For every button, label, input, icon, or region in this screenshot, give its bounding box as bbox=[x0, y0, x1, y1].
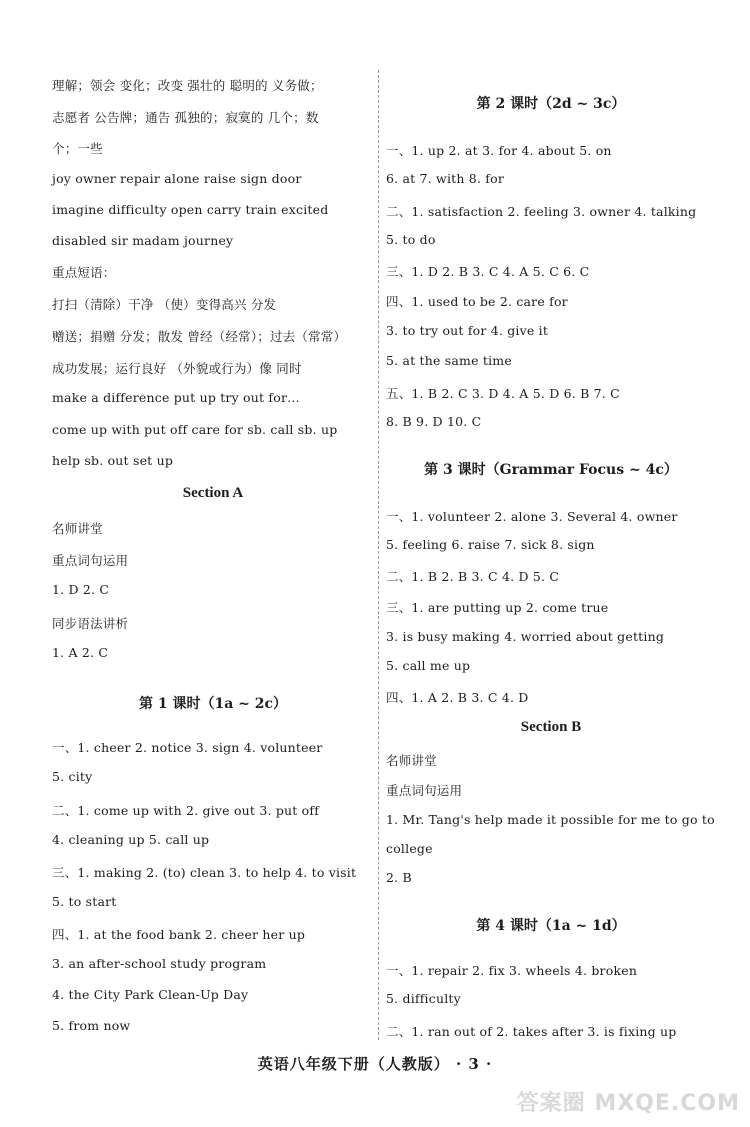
answer-line: 1. A 2. C bbox=[52, 645, 109, 660]
answer-line: 4. the City Park Clean-Up Day bbox=[52, 987, 249, 1002]
answer-line: make a difference put up try out for… bbox=[52, 390, 300, 405]
answer-line: help sb. out set up bbox=[52, 453, 174, 468]
answer-line: 5. at the same time bbox=[386, 353, 512, 368]
answer-line: joy owner repair alone raise sign door bbox=[52, 171, 302, 186]
answer-line: 重点词句运用 bbox=[386, 783, 463, 798]
answer-line: come up with put off care for sb. call sb. up bbox=[52, 422, 338, 437]
section-heading: Section A bbox=[182, 485, 244, 501]
answer-line: 5. to start bbox=[52, 894, 117, 909]
lesson-heading: 第 4 课时（1a ~ 1d） bbox=[476, 918, 626, 934]
answer-line: 3. to try out for 4. give it bbox=[386, 323, 549, 338]
answer-line: 8. B 9. D 10. C bbox=[386, 414, 482, 429]
answer-line: 5. feeling 6. raise 7. sick 8. sign bbox=[386, 537, 595, 552]
answer-line: 4. cleaning up 5. call up bbox=[52, 832, 210, 847]
answer-line: 三、1. D 2. B 3. C 4. A 5. C 6. C bbox=[386, 264, 590, 279]
answer-line: 6. at 7. with 8. for bbox=[386, 171, 505, 186]
answer-line: college bbox=[386, 841, 433, 856]
answer-line: 个；一些 bbox=[52, 141, 103, 156]
answer-line: 1. Mr. Tang's help made it possible for me to go to bbox=[386, 812, 715, 827]
answer-line: 重点词句运用 bbox=[52, 553, 129, 568]
answer-line: 志愿者 公告牌；通告 孤独的；寂寞的 几个；数 bbox=[52, 110, 319, 125]
answer-line: 5. city bbox=[52, 769, 93, 784]
answer-line: 1. D 2. C bbox=[52, 582, 110, 597]
answer-line: disabled sir madam journey bbox=[52, 233, 234, 248]
answer-line: 三、1. making 2. (to) clean 3. to help 4. to visit bbox=[52, 865, 357, 880]
answer-line: 名师讲堂 bbox=[386, 753, 437, 768]
answer-line: 3. is busy making 4. worried about getting bbox=[386, 629, 665, 644]
answer-line: 打扫（清除）干净 （使）变得高兴 分发 bbox=[52, 297, 277, 312]
answer-line: 重点短语： bbox=[52, 265, 116, 280]
answer-line: 一、1. up 2. at 3. for 4. about 5. on bbox=[386, 143, 612, 158]
answer-line: 二、1. satisfaction 2. feeling 3. owner 4. talking bbox=[386, 204, 697, 219]
answer-line: 一、1. repair 2. fix 3. wheels 4. broken bbox=[386, 963, 638, 978]
lesson-heading: 第 2 课时（2d ~ 3c） bbox=[476, 96, 626, 112]
answer-line: 5. from now bbox=[52, 1018, 131, 1033]
lesson-heading: 第 3 课时（Grammar Focus ~ 4c） bbox=[424, 462, 678, 478]
answer-line: 二、1. come up with 2. give out 3. put off bbox=[52, 803, 320, 818]
answer-line: 理解；领会 变化；改变 强壮的 聪明的 义务做； bbox=[52, 78, 323, 93]
answer-line: 四、1. used to be 2. care for bbox=[386, 294, 568, 309]
answer-line: 三、1. are putting up 2. come true bbox=[386, 600, 609, 615]
answer-line: 2. B bbox=[386, 870, 412, 885]
answer-line: imagine difficulty open carry train excited bbox=[52, 202, 329, 217]
answer-line: 5. call me up bbox=[386, 658, 471, 673]
column-divider bbox=[378, 70, 379, 1040]
watermark-logo: 答案圈 MXQE.COM bbox=[516, 1091, 740, 1116]
answer-line: 同步语法讲析 bbox=[52, 616, 129, 631]
answer-line: 二、1. B 2. B 3. C 4. D 5. C bbox=[386, 569, 560, 584]
answer-line: 赠送；捐赠 分发；散发 曾经（经常）；过去（常常） bbox=[52, 329, 347, 344]
answer-line: 5. to do bbox=[386, 232, 436, 247]
answer-line: 四、1. A 2. B 3. C 4. D bbox=[386, 690, 529, 705]
answer-line: 3. an after-school study program bbox=[52, 956, 267, 971]
answer-line: 5. difficulty bbox=[386, 991, 461, 1006]
answer-line: 成功发展；运行良好 （外貌或行为）像 同时 bbox=[52, 361, 302, 376]
answer-line: 五、1. B 2. C 3. D 4. A 5. D 6. B 7. C bbox=[386, 386, 620, 401]
section-heading: Section B bbox=[520, 719, 582, 735]
page-footer: 英语八年级下册（人教版） · 3 · bbox=[257, 1055, 493, 1073]
answer-line: 一、1. cheer 2. notice 3. sign 4. volunteer bbox=[52, 740, 323, 755]
lesson-heading: 第 1 课时（1a ~ 2c） bbox=[138, 696, 288, 712]
answer-line: 一、1. volunteer 2. alone 3. Several 4. owner bbox=[386, 509, 678, 524]
answer-line: 二、1. ran out of 2. takes after 3. is fixing up bbox=[386, 1024, 677, 1039]
answer-line: 名师讲堂 bbox=[52, 521, 103, 536]
answer-line: 四、1. at the food bank 2. cheer her up bbox=[52, 927, 306, 942]
